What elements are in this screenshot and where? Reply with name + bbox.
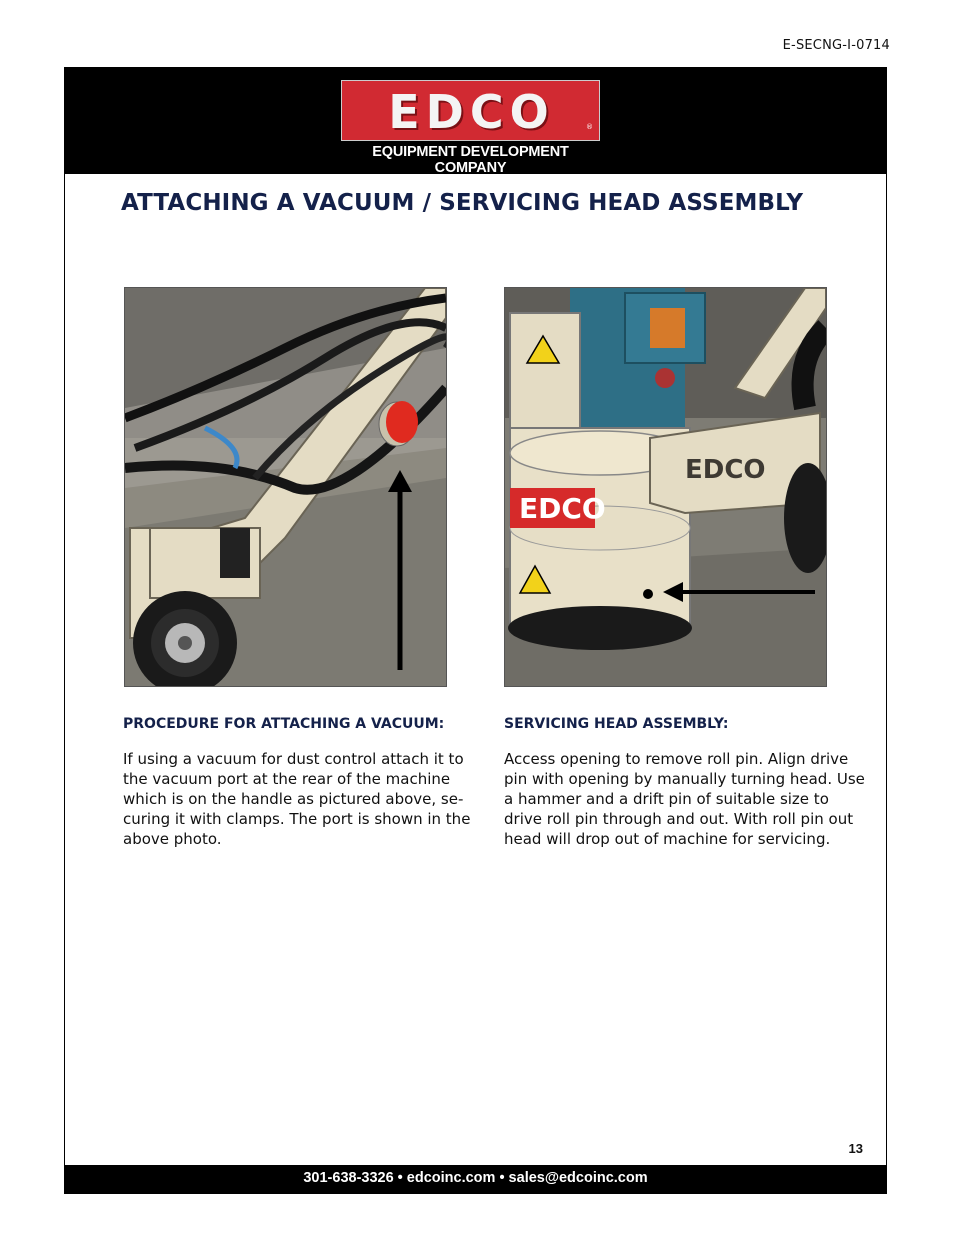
- page-frame: [64, 67, 887, 1194]
- head-edco-decal: EDCO: [519, 492, 606, 525]
- document-code: E-SECNG-I-0714: [782, 38, 890, 53]
- company-name: EQUIPMENT DEVELOPMENT COMPANY: [372, 144, 569, 176]
- panel-edco-cutout: EDCO: [685, 455, 766, 485]
- vacuum-port-photo: [124, 287, 447, 687]
- logo-badge: [341, 80, 600, 141]
- edco-logo: [341, 80, 600, 176]
- registered-mark: ®: [586, 123, 593, 131]
- head-assembly-illustration: [505, 288, 826, 686]
- logo-text: EDCO: [388, 85, 555, 139]
- servicing-head-heading: SERVICING HEAD ASSEMBLY:: [504, 716, 729, 732]
- servicing-head-section: [504, 716, 869, 849]
- vacuum-procedure-text: If using a vacuum for dust control attach it to the vacuum port at the rear of the machine which is on the handle as pictured above, se-curing it with clamps. The port is shown in the above photo.: [123, 750, 471, 848]
- header-bar: [65, 68, 886, 174]
- vacuum-port-illustration: [125, 288, 446, 686]
- head-assembly-photo: [504, 287, 827, 687]
- page-title: ATTACHING A VACUUM / SERVICING HEAD ASSEMBLY: [121, 190, 804, 216]
- footer-contact-bar: 301-638-3326 • edcoinc.com • sales@edcoinc.com: [65, 1165, 886, 1193]
- vacuum-procedure-section: [123, 716, 488, 849]
- page-number: 13: [848, 1141, 863, 1156]
- servicing-head-text: Access opening to remove roll pin. Align drive pin with opening by manually turning head. Use a hammer and a drift pin of suitable size to drive roll pin through and out. With roll pin out head will drop out of machine for servicing.: [504, 750, 865, 848]
- vacuum-procedure-heading: PROCEDURE FOR ATTACHING A VACUUM:: [123, 716, 445, 732]
